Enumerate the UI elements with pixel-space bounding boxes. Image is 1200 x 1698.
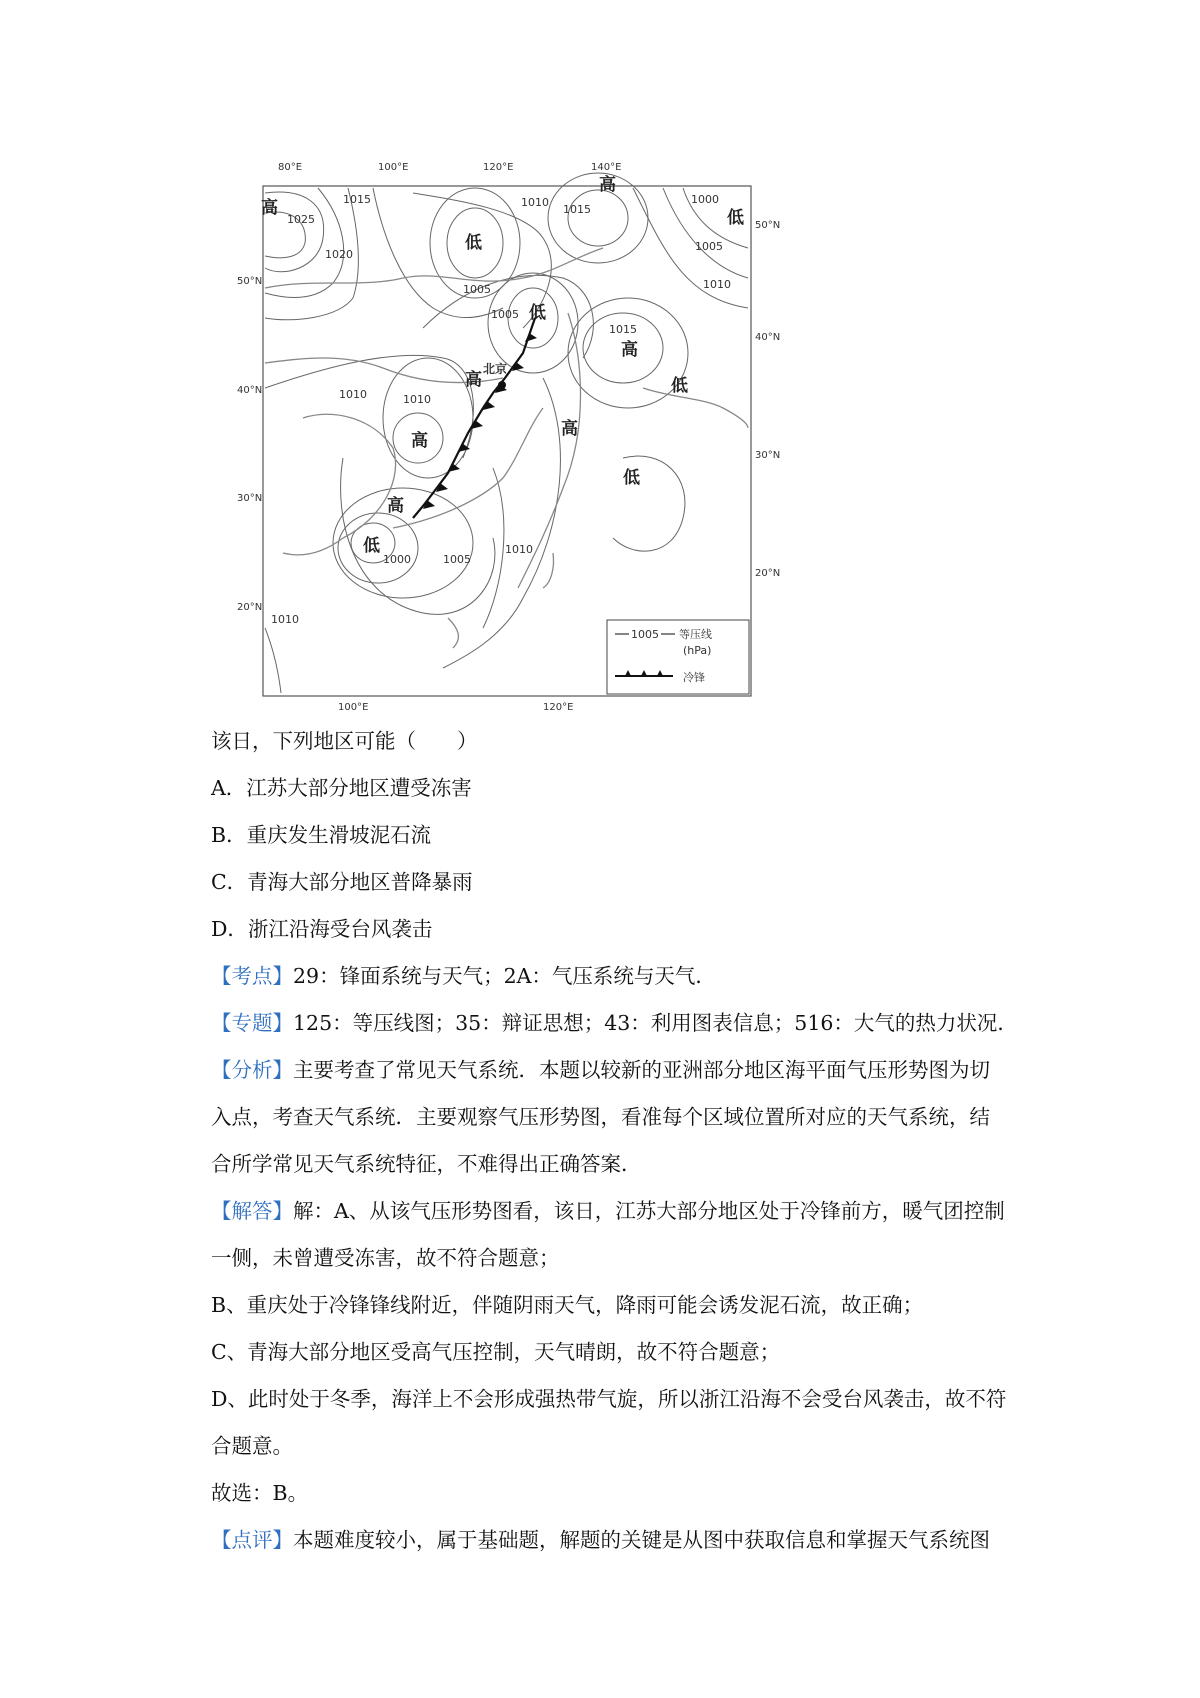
low-label-southwest: 低	[363, 536, 380, 556]
low-label-north: 低	[465, 233, 482, 253]
high-label-southwest: 高	[387, 496, 404, 516]
kaodian-tag: 【考点】	[211, 964, 293, 988]
isobar-value: 1015	[563, 203, 591, 216]
map-legend	[607, 620, 749, 694]
fenxi-line-1	[211, 1047, 1031, 1094]
jieda-line-5: D、此时处于冬季，海洋上不会形成强热带气旋，所以浙江沿海不会受台风袭击，故不符	[211, 1387, 1007, 1411]
high-label-north-china: 高	[465, 370, 482, 390]
kaodian-text: 29：锋面系统与天气；2A：气压系统与天气．	[293, 964, 716, 988]
isobar-value: 1005	[695, 240, 723, 253]
top-tick-80e: 80°E	[278, 162, 303, 173]
left-tick-50n: 50°N	[237, 276, 263, 287]
fenxi-line-2: 入点，考查天气系统．主要观察气压形势图，看准每个区域位置所对应的天气系统，结	[211, 1105, 990, 1129]
jieda-tag: 【解答】	[211, 1199, 293, 1223]
isobar-value: 1025	[287, 213, 315, 226]
jieda-line-3: B、重庆处于冷锋锋线附近，伴随阴雨天气，降雨可能会诱发泥石流，故正确；	[211, 1293, 924, 1317]
right-tick-50n: 50°N	[755, 220, 781, 231]
jieda-line-4: C、青海大部分地区受高气压控制，天气晴朗，故不符合题意；	[211, 1340, 781, 1364]
right-tick-40n: 40°N	[755, 332, 781, 343]
right-tick-20n: 20°N	[755, 568, 781, 579]
sea-level-pressure-map	[237, 158, 781, 713]
high-label-nw: 高	[261, 198, 278, 218]
right-tick-30n: 30°N	[755, 450, 781, 461]
low-label-japan: 低	[671, 376, 688, 396]
legend-box	[607, 620, 749, 694]
kaodian-line	[211, 953, 1031, 1000]
legend-isobar-label: 等压线	[679, 628, 712, 641]
question-content	[211, 718, 1031, 1564]
isobar-value: 1015	[343, 193, 371, 206]
isobar-value: 1005	[491, 308, 519, 321]
low-label-northeast-china: 低	[529, 303, 546, 323]
top-tick-120e: 120°E	[483, 162, 514, 173]
dianping-line	[211, 1517, 1031, 1564]
option-d: D．浙江沿海受台风袭击	[211, 917, 433, 941]
question-stem: 该日，下列地区可能（ ）	[211, 729, 478, 753]
isobar-value: 1010	[505, 543, 533, 556]
zhuanti-tag: 【专题】	[211, 1011, 293, 1035]
fenxi-tag: 【分析】	[211, 1058, 293, 1082]
low-label-east-sea: 低	[623, 468, 640, 488]
jieda-line-1	[211, 1188, 1031, 1235]
fenxi-line-3: 合所学常见天气系统特征，不难得出正确答案．	[211, 1152, 642, 1176]
isobar-value: 1010	[521, 196, 549, 209]
isobar-value: 1005	[443, 553, 471, 566]
weather-map	[237, 158, 781, 713]
high-label-central: 高	[411, 431, 428, 451]
left-tick-30n: 30°N	[237, 493, 263, 504]
jieda-line-2: 一侧，未曾遭受冻害，故不符合题意；	[211, 1246, 560, 1270]
legend-isobar-value: 1005	[631, 628, 659, 641]
top-tick-140e: 140°E	[591, 162, 622, 173]
top-tick-100e: 100°E	[378, 162, 409, 173]
zhuanti-text: 125：等压线图；35：辩证思想；43：利用图表信息；516：大气的热力状况．	[293, 1011, 1018, 1035]
left-tick-40n: 40°N	[237, 385, 263, 396]
beijing-marker	[498, 381, 506, 389]
left-tick-20n: 20°N	[237, 602, 263, 613]
fenxi-text-1: 主要考查了常见天气系统．本题以较新的亚洲部分地区海平面气压形势图为切	[293, 1058, 990, 1082]
jieda-line-6: 合题意。	[211, 1434, 293, 1458]
isobar-value: 1010	[271, 613, 299, 626]
isobar-value: 1015	[609, 323, 637, 336]
isobar-value: 1000	[383, 553, 411, 566]
answer-line: 故选：B。	[211, 1481, 309, 1505]
dianping-text: 本题难度较小，属于基础题，解题的关键是从图中获取信息和掌握天气系统图	[293, 1528, 990, 1552]
legend-unit: (hPa)	[683, 644, 712, 657]
isobar-value: 1010	[339, 388, 367, 401]
isobar-value: 1000	[691, 193, 719, 206]
high-label-yellow-sea: 高	[561, 419, 578, 439]
high-label-east: 高	[621, 340, 638, 360]
isobar-value: 1020	[325, 248, 353, 261]
isobar-value: 1010	[703, 278, 731, 291]
dianping-tag: 【点评】	[211, 1528, 293, 1552]
bottom-tick-120e: 120°E	[543, 702, 574, 713]
option-b: B．重庆发生滑坡泥石流	[211, 823, 432, 847]
bottom-tick-100e: 100°E	[338, 702, 369, 713]
low-label-northeast: 低	[727, 208, 744, 228]
jieda-text-1: 解：A、从该气压形势图看，该日，江苏大部分地区处于冷锋前方，暖气团控制	[293, 1199, 1005, 1223]
isobar-value: 1010	[403, 393, 431, 406]
option-a: A．江苏大部分地区遭受冻害	[211, 776, 472, 800]
high-label-ne: 高	[599, 175, 616, 195]
zhuanti-line	[211, 1000, 1031, 1047]
city-label-beijing: 北京	[483, 362, 508, 376]
option-c: C．青海大部分地区普降暴雨	[211, 870, 473, 894]
isobar-value: 1005	[463, 283, 491, 296]
legend-front-label: 冷锋	[683, 671, 705, 684]
